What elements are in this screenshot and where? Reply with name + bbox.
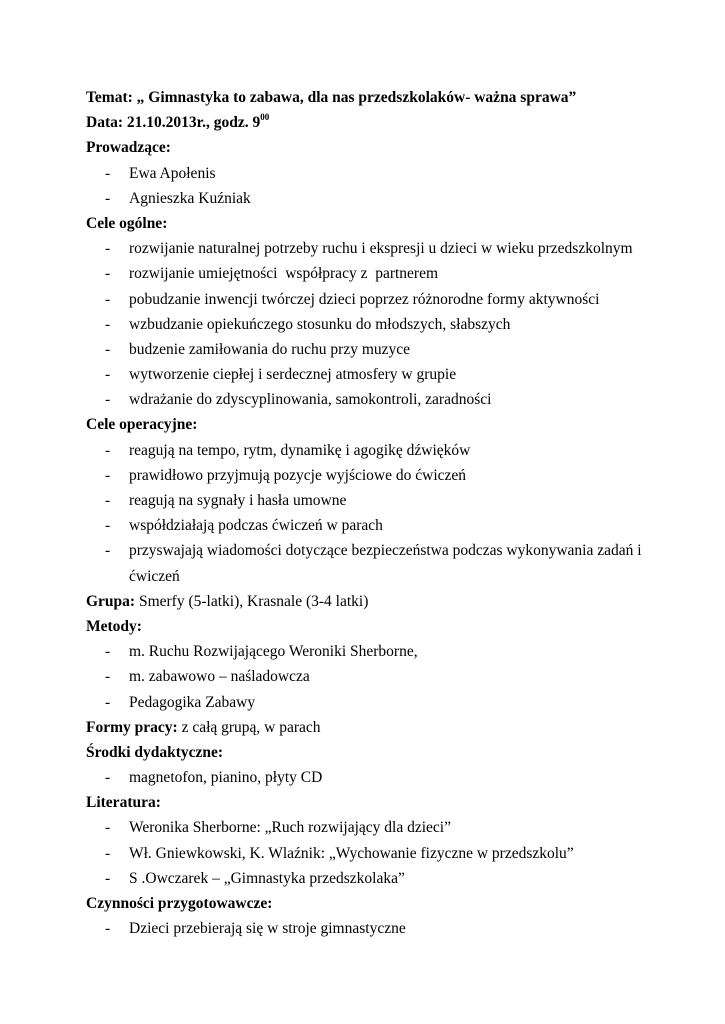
list-item (86, 639, 686, 664)
list-item-text: budzenie zamiłowania do ruchu przy muzyce (129, 340, 411, 358)
list-item-text: S .Owczarek – „Gimnastyka przedszkolaka” (129, 869, 405, 887)
list-item-text: prawidłowo przyjmują pozycje wyjściowe do ćwiczeń (129, 466, 467, 484)
list-item (86, 866, 686, 891)
bullet-dash: - (105, 668, 111, 686)
leaders-heading: Prowadzące: (86, 139, 171, 157)
list-item (86, 513, 686, 538)
list-item-text: wdrażanie do zdyscyplinowania, samokontroli, zaradności (129, 391, 492, 409)
topic-label: Temat: (86, 89, 133, 106)
work-forms-label: Formy pracy: (86, 718, 178, 736)
bullet-dash: - (105, 466, 111, 484)
list-item (86, 916, 686, 941)
list-item (86, 186, 686, 211)
topic-text: „ Gimnastyka to zabawa, dla nas przedszkolaków- ważna sprawa” (136, 89, 577, 106)
list-item-text: m. Ruchu Rozwijającego Weroniki Sherborne, (129, 643, 418, 661)
bullet-dash: - (105, 265, 111, 283)
list-item-text: Wł. Gniewkowski, K. Wlaźnik: „Wychowanie fizyczne w przedszkolu” (129, 844, 574, 862)
bullet-dash: - (105, 290, 111, 308)
list-item-text: rozwijanie umiejętności współpracy z partnerem (129, 265, 439, 283)
bullet-dash: - (105, 693, 111, 711)
bullet-dash: - (105, 315, 111, 333)
teaching-aids-heading: Środki dydaktyczne: (86, 743, 224, 761)
list-item-text: Ewa Apołenis (129, 164, 216, 182)
list-item-text: wzbudzanie opiekuńczego stosunku do młodszych, słabszych (129, 315, 511, 333)
document-page (86, 85, 686, 941)
preparation-heading: Czynności przygotowawcze: (86, 895, 273, 912)
operational-goals-heading: Cele operacyjne: (86, 416, 198, 434)
bullet-dash: - (105, 542, 111, 560)
list-item (86, 337, 686, 362)
list-item-text: rozwijanie naturalnej potrzeby ruchu i ekspresji u dzieci w wieku przedszkolnym (129, 240, 633, 258)
list-item (86, 387, 686, 412)
bullet-dash: - (105, 189, 111, 207)
list-item (86, 538, 686, 563)
group-value: Smerfy (5-latki), Krasnale (3-4 latki) (135, 592, 369, 610)
date-text: 21.10.2013r., godz. 9 (126, 114, 261, 132)
work-forms-line (86, 715, 686, 740)
list-item (86, 438, 686, 463)
list-item-text: Agnieszka Kuźniak (129, 189, 251, 207)
bullet-dash: - (105, 643, 111, 661)
list-item (86, 488, 686, 513)
bullet-dash: - (105, 819, 111, 837)
bullet-dash: - (105, 869, 111, 887)
date-line (86, 110, 686, 135)
list-item-text: współdziałają podczas ćwiczeń w parach (129, 517, 383, 535)
list-item (86, 690, 686, 715)
bullet-dash: - (105, 240, 111, 258)
list-item-text: Pedagogika Zabawy (129, 693, 256, 711)
group-line (86, 589, 686, 614)
list-item (86, 287, 686, 312)
list-item (86, 236, 686, 261)
list-item (86, 463, 686, 488)
bullet-dash: - (105, 492, 111, 509)
list-item (86, 815, 686, 840)
list-item (86, 765, 686, 790)
date-label: Data: (86, 114, 124, 132)
list-item-text: reagują na tempo, rytm, dynamikę i agogikę dźwięków (129, 441, 471, 459)
date-superscript: 00 (260, 112, 270, 123)
list-item (86, 312, 686, 337)
list-item (86, 841, 686, 866)
bullet-dash: - (105, 340, 111, 358)
bullet-dash: - (105, 366, 111, 384)
general-goals-heading: Cele ogólne: (86, 214, 168, 232)
bullet-dash: - (105, 844, 111, 862)
bullet-dash: - (105, 920, 111, 938)
work-forms-value: z całą grupą, w parach (177, 718, 321, 736)
group-label: Grupa: (86, 592, 136, 610)
topic-line (86, 85, 686, 110)
list-item (86, 261, 686, 286)
list-item-continuation: ćwiczeń (129, 567, 180, 585)
bullet-dash: - (105, 164, 111, 182)
list-item-text: Dzieci przebierają się w stroje gimnastyczne (129, 920, 406, 938)
list-item-text: przyswajają wiadomości dotyczące bezpieczeństwa podczas wykonywania zadań i (129, 542, 642, 560)
bullet-dash: - (105, 441, 111, 459)
list-item-text: reagują na sygnały i hasła umowne (129, 492, 347, 509)
list-item-text: magnetofon, pianino, płyty CD (129, 769, 323, 787)
bullet-dash: - (105, 391, 111, 409)
bullet-dash: - (105, 769, 111, 787)
list-item (86, 664, 686, 689)
list-item (86, 161, 686, 186)
list-item-text: m. zabawowo – naśladowcza (129, 668, 310, 686)
methods-heading: Metody: (86, 617, 142, 635)
list-item (86, 362, 686, 387)
list-item-text: wytworzenie ciepłej i serdecznej atmosfery w grupie (129, 366, 457, 384)
literature-heading: Literatura: (86, 794, 161, 812)
list-item-text: Weronika Sherborne: „Ruch rozwijający dla dzieci” (129, 819, 451, 837)
bullet-dash: - (105, 517, 111, 535)
list-item-text: pobudzanie inwencji twórczej dzieci poprzez różnorodne formy aktywności (129, 290, 600, 308)
